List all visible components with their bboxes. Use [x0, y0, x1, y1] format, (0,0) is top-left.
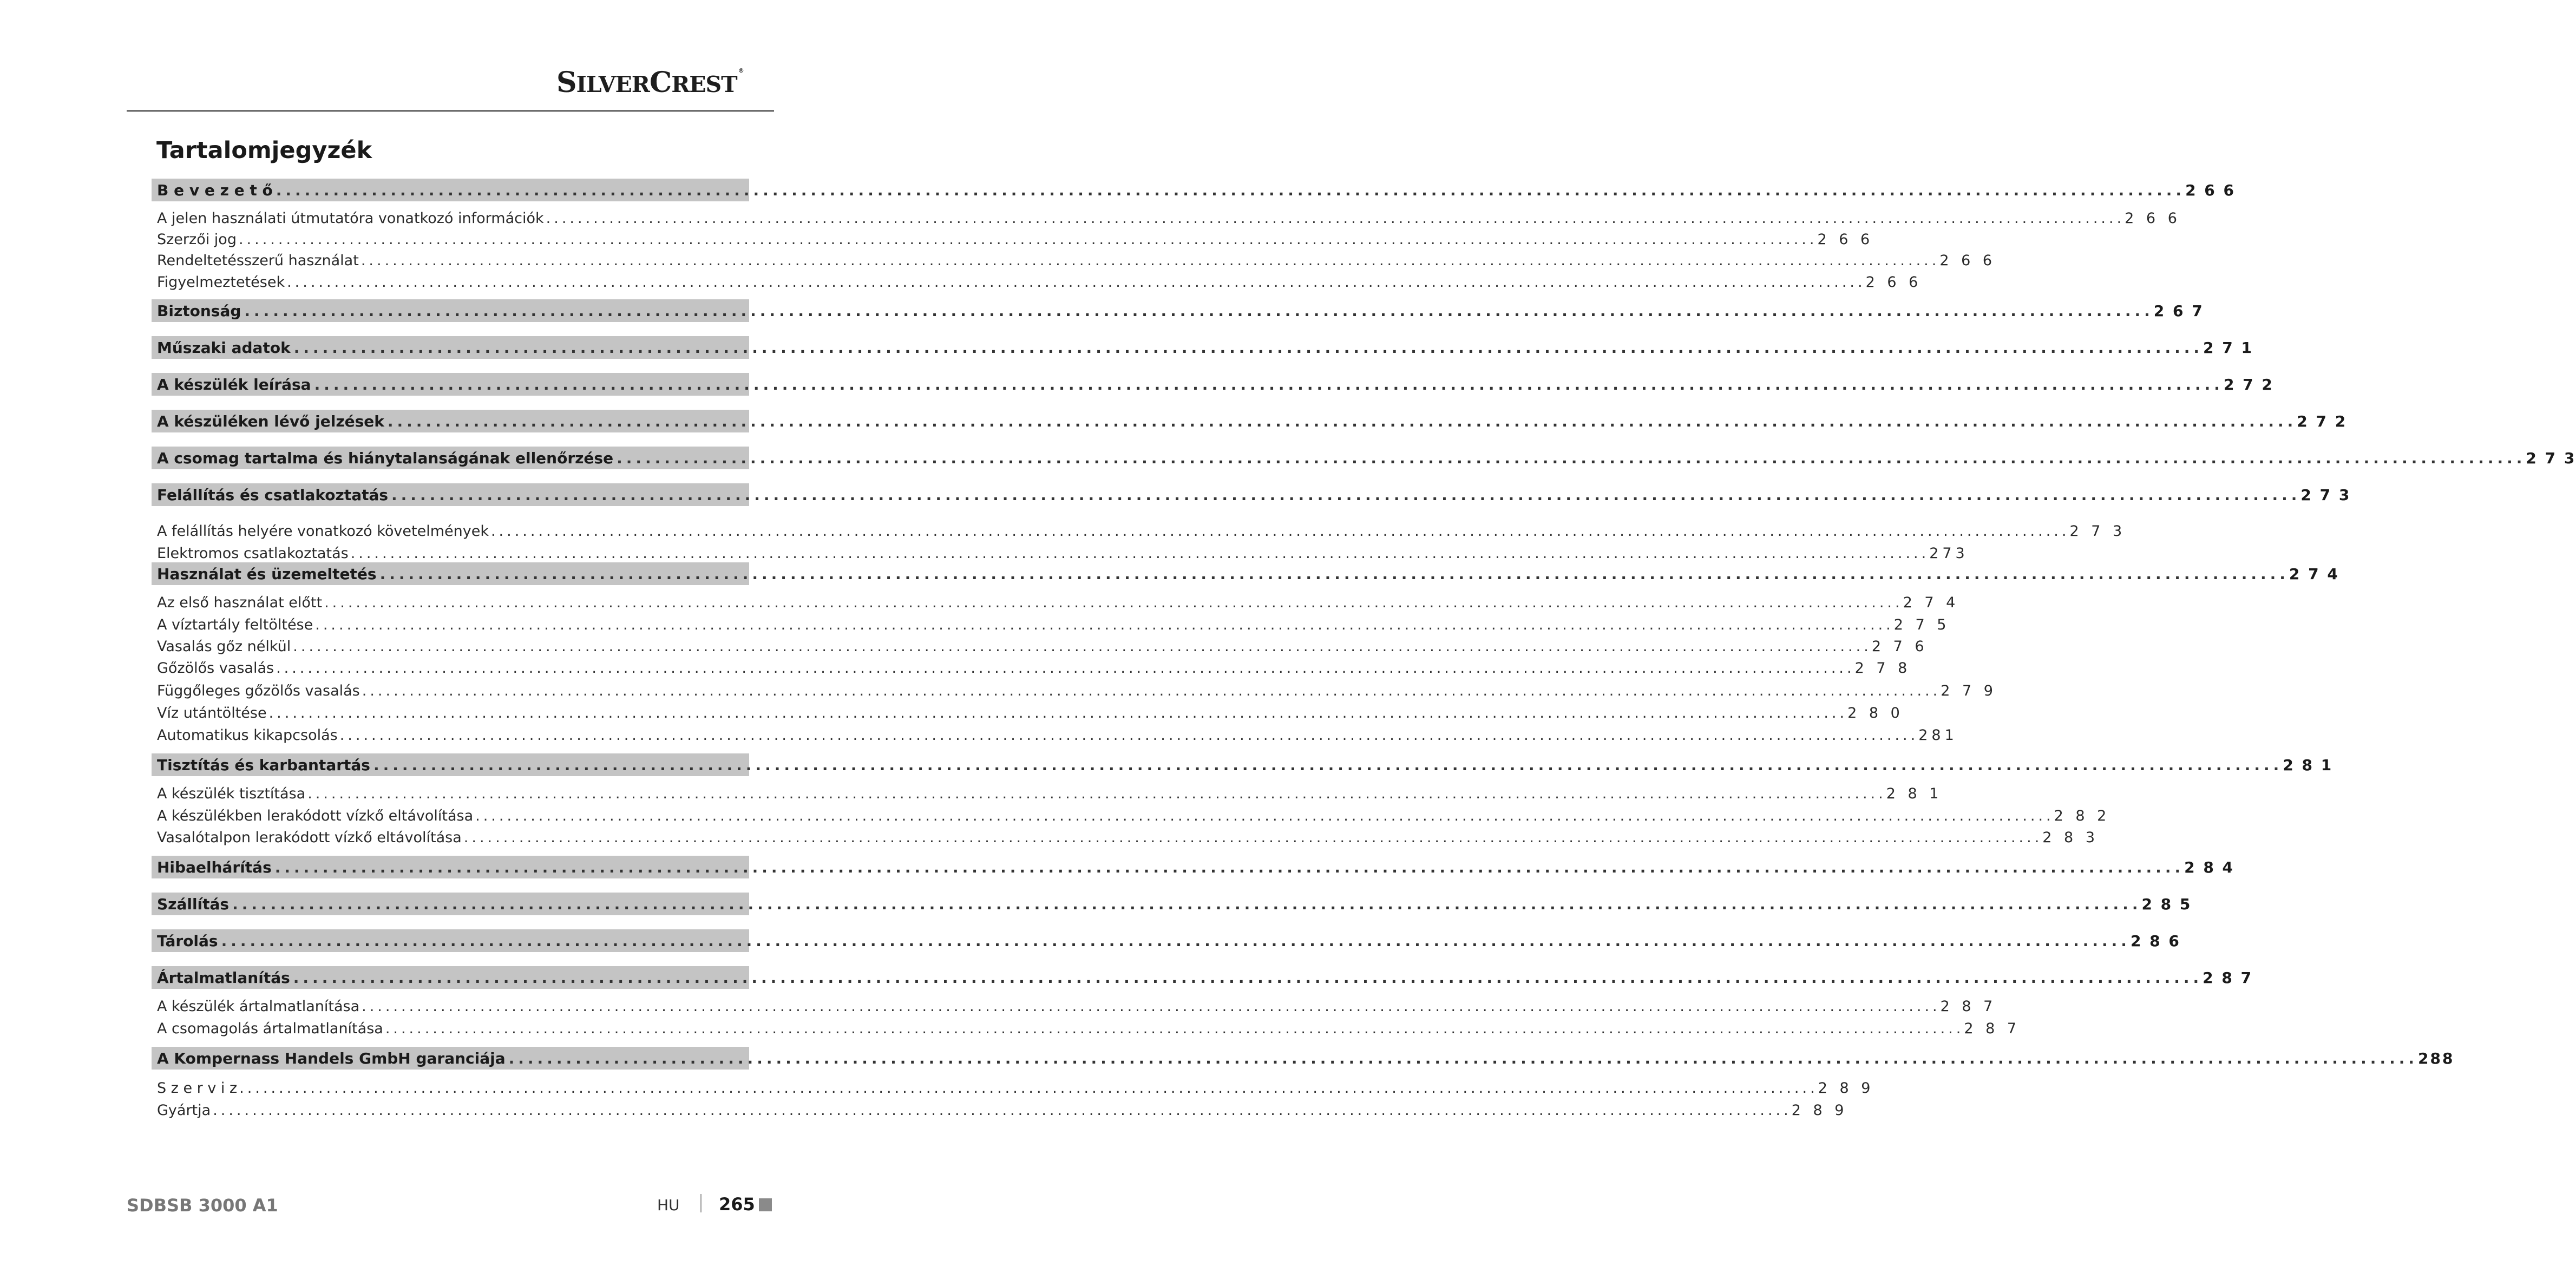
toc-entry-title: A készülék ártalmatlanítása	[157, 998, 360, 1015]
toc-dot-leader: ........................................................................................................................................................................................................	[324, 594, 1903, 611]
toc-entry-page: 2 7 5	[1893, 616, 1950, 633]
toc-section-entry	[157, 893, 2192, 915]
toc-dot-leader: ........................................................................................................................................................................................................	[314, 375, 2224, 393]
toc-entry-title: Gyártja	[157, 1101, 211, 1119]
toc-dot-leader: ........................................................................................................................................................................................................	[213, 1101, 1792, 1119]
toc-subsection-entry	[157, 1079, 1874, 1097]
toc-entry-title: A készüléken lévő jelzések	[157, 412, 384, 430]
toc-dot-leader: ........................................................................................................................................................................................................	[244, 301, 2154, 320]
toc-entry-page: 2 6 7	[2153, 301, 2204, 320]
toc-subsection-entry	[157, 544, 1969, 562]
footer-square-icon	[759, 1198, 772, 1211]
toc-dot-leader: ........................................................................................................................................................................................................	[490, 522, 2070, 540]
toc-entry-title: A készülékben lerakódott vízkő eltávolítása	[157, 807, 474, 824]
toc-subsection-entry	[157, 522, 2126, 540]
toc-entry-title: Hibaelhárítás	[157, 858, 272, 876]
toc-dot-leader: ........................................................................................................................................................................................................	[293, 338, 2204, 357]
toc-dot-leader: ........................................................................................................................................................................................................	[387, 412, 2297, 430]
toc-entry-page: 2 8 9	[1818, 1079, 1874, 1097]
toc-entry-page: 2 7 9	[1941, 682, 1997, 699]
toc-subsection-entry	[157, 659, 1911, 677]
toc-dot-leader: ........................................................................................................................................................................................................	[508, 1049, 2418, 1067]
toc-subsection-entry	[157, 997, 1997, 1015]
brand-logo: SILVERCREST®	[556, 66, 744, 99]
toc-subsection-entry	[157, 704, 1904, 722]
toc-dot-leader: ........................................................................................................................................................................................................	[238, 231, 1818, 248]
toc-entry-title: Függőleges gőzölős vasalás	[157, 682, 360, 699]
toc-entry-title: S z e r v i z	[157, 1079, 238, 1097]
toc-entry-title: A készülék tisztítása	[157, 785, 306, 802]
toc-subsection-entry	[157, 726, 1958, 744]
toc-entry-title: Vasalás gőz nélkül	[157, 638, 291, 655]
toc-section-entry	[157, 1047, 2455, 1070]
toc-entry-title: A készülék leírása	[157, 375, 311, 393]
toc-entry-title: A csomagolás ártalmatlanítása	[157, 1020, 383, 1037]
toc-dot-leader: ........................................................................................................................................................................................................	[362, 998, 1941, 1015]
toc-dot-leader: ........................................................................................................................................................................................................	[546, 209, 2125, 227]
toc-dot-leader: ........................................................................................................................................................................................................	[350, 545, 1930, 562]
toc-entry-title: Tisztítás és karbantartás	[157, 756, 370, 774]
toc-entry-title: Biztonság	[157, 301, 241, 320]
toc-section-entry	[157, 373, 2274, 396]
toc-entry-page: 2 8 2	[2054, 807, 2110, 824]
page-title: Tartalomjegyzék	[156, 137, 372, 164]
toc-entry-page: 2 8 5	[2141, 895, 2192, 913]
toc-subsection-entry	[157, 230, 1874, 248]
toc-entry-page: 2 7 3	[2300, 486, 2351, 504]
toc-entry-title: Víz utántöltése	[157, 704, 267, 721]
toc-entry-page: 2 7 8	[1854, 659, 1911, 677]
toc-subsection-entry	[157, 615, 1950, 634]
toc-entry-title: Szállítás	[157, 895, 230, 913]
toc-entry-page: 2 6 6	[1939, 252, 1996, 269]
toc-entry-page: 2 7 3	[2069, 522, 2126, 540]
toc-entry-title: A jelen használati útmutatóra vonatkozó információk	[157, 209, 544, 227]
toc-section-entry	[157, 336, 2253, 359]
footer-model-number: SDBSB 3000 A1	[127, 1195, 278, 1216]
footer-page-number: 265	[719, 1194, 755, 1215]
toc-entry-title: A Kompernass Handels GmbH garanciája	[157, 1049, 506, 1067]
toc-dot-leader: ........................................................................................................................................................................................................	[475, 807, 2054, 824]
toc-entry-title: A víztartály feltöltése	[157, 616, 313, 633]
toc-entry-title: Automatikus kikapcsolás	[157, 726, 338, 744]
toc-dot-leader: ........................................................................................................................................................................................................	[307, 785, 1886, 802]
toc-subsection-entry	[157, 637, 1928, 655]
toc-entry-title: Ártalmatlanítás	[157, 968, 290, 987]
toc-dot-leader: ........................................................................................................................................................................................................	[268, 704, 1848, 721]
toc-section-entry	[157, 410, 2348, 432]
toc-dot-leader: ........................................................................................................................................................................................................	[276, 181, 2186, 199]
toc-entry-title: A csomag tartalma és hiánytalanságának ellenőrzése	[157, 449, 614, 467]
toc-section-entry	[157, 299, 2204, 322]
toc-entry-page: 2 8 7	[2203, 968, 2253, 987]
toc-entry-page: 2 8 4	[2184, 858, 2235, 876]
toc-entry-page: 2 7 2	[2297, 412, 2348, 430]
toc-entry-page: 288	[2417, 1049, 2455, 1067]
toc-entry-page: 2 7 3	[2526, 449, 2576, 467]
toc-dot-leader: ........................................................................................................................................................................................................	[360, 252, 1940, 269]
toc-dot-leader: ........................................................................................................................................................................................................	[274, 858, 2185, 876]
toc-entry-page: 2 8 1	[2283, 756, 2334, 774]
toc-entry-title: Gőzölős vasalás	[157, 659, 274, 677]
toc-subsection-entry	[157, 806, 2110, 825]
footer-language-code: HU	[657, 1196, 680, 1214]
toc-section-entry	[157, 179, 2236, 201]
toc-entry-page: 2 7 4	[2289, 565, 2339, 583]
toc-entry-title: Műszaki adatok	[157, 338, 291, 357]
toc-dot-leader: ........................................................................................................................................................................................................	[239, 1079, 1818, 1097]
toc-entry-page: 2 7 2	[2223, 375, 2274, 393]
toc-entry-page: 2 7 4	[1903, 594, 1959, 611]
toc-dot-leader: ........................................................................................................................................................................................................	[373, 756, 2283, 774]
toc-subsection-entry	[157, 784, 1943, 803]
toc-dot-leader: ........................................................................................................................................................................................................	[362, 682, 1941, 699]
toc-subsection-entry	[157, 209, 2181, 227]
toc-entry-title: A felállítás helyére vonatkozó követelmények	[157, 522, 489, 540]
toc-dot-leader: ........................................................................................................................................................................................................	[391, 486, 2301, 504]
toc-entry-title: Elektromos csatlakoztatás	[157, 545, 349, 562]
toc-entry-page: 2 8 7	[1940, 998, 1997, 1015]
toc-entry-page: 2 8 0	[1847, 704, 1904, 721]
toc-section-entry	[157, 447, 2576, 469]
toc-subsection-entry	[157, 593, 1959, 612]
toc-entry-title: Az első használat előtt	[157, 594, 323, 611]
toc-entry-page: 273	[1929, 545, 1969, 562]
toc-entry-title: Vasalótalpon lerakódott vízkő eltávolítása	[157, 829, 462, 846]
toc-entry-page: 2 6 6	[2185, 181, 2236, 199]
toc-entry-title: Tárolás	[157, 932, 218, 950]
toc-section-entry	[157, 562, 2339, 585]
footer-separator	[700, 1194, 702, 1212]
toc-entry-title: Figyelmeztetések	[157, 273, 285, 291]
toc-subsection-entry	[157, 273, 1922, 291]
toc-subsection-entry	[157, 828, 2099, 847]
toc-section-entry	[157, 856, 2235, 878]
toc-entry-page: 2 8 3	[2042, 829, 2099, 846]
toc-entry-page: 2 6 6	[1817, 231, 1874, 248]
toc-entry-page: 2 7 6	[1871, 638, 1928, 655]
toc-section-entry	[157, 753, 2334, 776]
toc-section-entry	[157, 966, 2253, 989]
toc-section-entry	[157, 929, 2181, 952]
toc-subsection-entry	[157, 681, 1997, 700]
toc-entry-page: 2 8 7	[1964, 1020, 2021, 1037]
toc-entry-page: 2 7 1	[2203, 338, 2253, 357]
toc-dot-leader: ........................................................................................................................................................................................................	[315, 616, 1894, 633]
toc-entry-title: Szerzői jog	[157, 231, 237, 248]
toc-dot-leader: ........................................................................................................................................................................................................	[293, 638, 1872, 655]
toc-entry-title: Használat és üzemeltetés	[157, 565, 377, 583]
toc-entry-page: 281	[1918, 726, 1958, 744]
toc-entry-page: 2 8 9	[1791, 1101, 1848, 1119]
toc-entry-title: Rendeltetésszerű használat	[157, 252, 359, 269]
toc-dot-leader: ........................................................................................................................................................................................................	[339, 726, 1919, 744]
toc-entry-page: 2 8 6	[2130, 932, 2181, 950]
toc-entry-page: 2 6 6	[2125, 209, 2181, 227]
toc-dot-leader: ........................................................................................................................................................................................................	[617, 449, 2526, 467]
toc-entry-page: 2 8 1	[1886, 785, 1943, 802]
toc-subsection-entry	[157, 1101, 1848, 1119]
toc-subsection-entry	[157, 1019, 2021, 1038]
toc-section-entry	[157, 483, 2351, 506]
toc-dot-leader: ........................................................................................................................................................................................................	[287, 273, 1866, 291]
toc-dot-leader: ........................................................................................................................................................................................................	[232, 895, 2142, 913]
toc-dot-leader: ........................................................................................................................................................................................................	[276, 659, 1855, 677]
toc-dot-leader: ........................................................................................................................................................................................................	[463, 829, 2043, 846]
toc-dot-leader: ........................................................................................................................................................................................................	[221, 932, 2131, 950]
toc-entry-page: 2 6 6	[1865, 273, 1922, 291]
toc-dot-leader: ........................................................................................................................................................................................................	[379, 565, 2289, 583]
toc-entry-title: B e v e z e t ő	[157, 181, 273, 199]
toc-subsection-entry	[157, 251, 1996, 270]
toc-dot-leader: ........................................................................................................................................................................................................	[293, 968, 2203, 987]
toc-dot-leader: ........................................................................................................................................................................................................	[385, 1020, 1964, 1037]
toc-entry-title: Felállítás és csatlakoztatás	[157, 486, 389, 504]
